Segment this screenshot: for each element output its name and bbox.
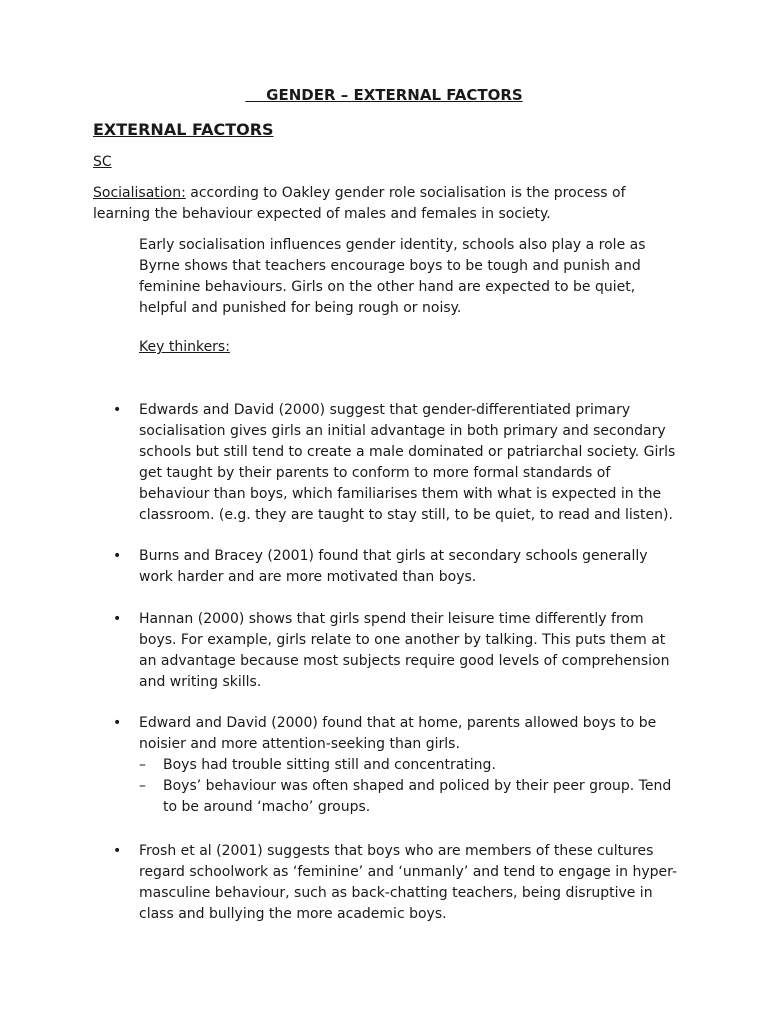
list-item-text: Edwards and David (2000) suggest that gender-differentiated primary socialisation gives girls an initial advantage in both primary and secondary schools but still tend to create a male dominated or patriarchal society. Girls get taught by their parents to conform to more formal standards of behaviour than boys, which familiarises them with what is expected in the classroom. (e.g. they are taught to stay still, to be quiet, to read and listen). — [139, 402, 676, 523]
sub-list-item-text: Boys had trouble sitting still and concentrating. — [163, 757, 496, 773]
bullet-mark: • — [113, 715, 122, 731]
socialisation-text: according to Oakley gender role socialisation is the process of learning the behaviour expected of males and females in society. — [93, 185, 626, 222]
dash-mark: – — [139, 778, 146, 794]
bullet-mark: • — [113, 843, 122, 859]
sub-list-item — [139, 755, 683, 776]
bullet-mark: • — [113, 402, 122, 418]
list-item — [113, 546, 683, 588]
bullet-mark: • — [113, 611, 122, 627]
list-item — [113, 713, 683, 818]
sub-list-item-text: Boys’ behaviour was often shaped and policed by their peer group. Tend to be around ‘macho’ groups. — [163, 778, 672, 815]
list-item — [113, 841, 683, 925]
bullet-mark: • — [113, 548, 122, 564]
sub-list-item — [139, 776, 683, 818]
early-socialisation-paragraph: Early socialisation influences gender identity, schools also play a role as Byrne shows that teachers encourage boys to be tough and punish and feminine behaviours. Girls on the other hand are expected to be quiet, helpful and punished for being rough or noisy. — [139, 237, 646, 316]
list-item — [113, 400, 683, 526]
list-item-text: Burns and Bracey (2001) found that girls at secondary schools generally work harder and are more motivated than boys. — [139, 548, 648, 585]
sc-label: SC — [93, 154, 112, 170]
document-title: GENDER – EXTERNAL FACTORS — [245, 86, 523, 104]
key-thinkers-label: Key thinkers: — [139, 339, 230, 355]
socialisation-label: Socialisation: — [93, 185, 186, 201]
list-item-text: Frosh et al (2001) suggests that boys who are members of these cultures regard schoolwork as ‘feminine’ and ‘unmanly’ and tend to engage in hyper-masculine behaviour, such as back-chatting teachers, being disruptive in class and bullying the more academic boys. — [139, 843, 678, 922]
socialisation-paragraph — [93, 183, 683, 225]
list-item-text: Edward and David (2000) found that at home, parents allowed boys to be noisier and more attention-seeking than girls. — [139, 715, 657, 752]
list-item — [113, 609, 683, 693]
list-item-text: Hannan (2000) shows that girls spend their leisure time differently from boys. For example, girls relate to one another by talking. This puts them at an advantage because most subjects require good levels of comprehension and writing skills. — [139, 611, 670, 690]
section-heading: EXTERNAL FACTORS — [93, 120, 274, 139]
dash-mark: – — [139, 757, 146, 773]
